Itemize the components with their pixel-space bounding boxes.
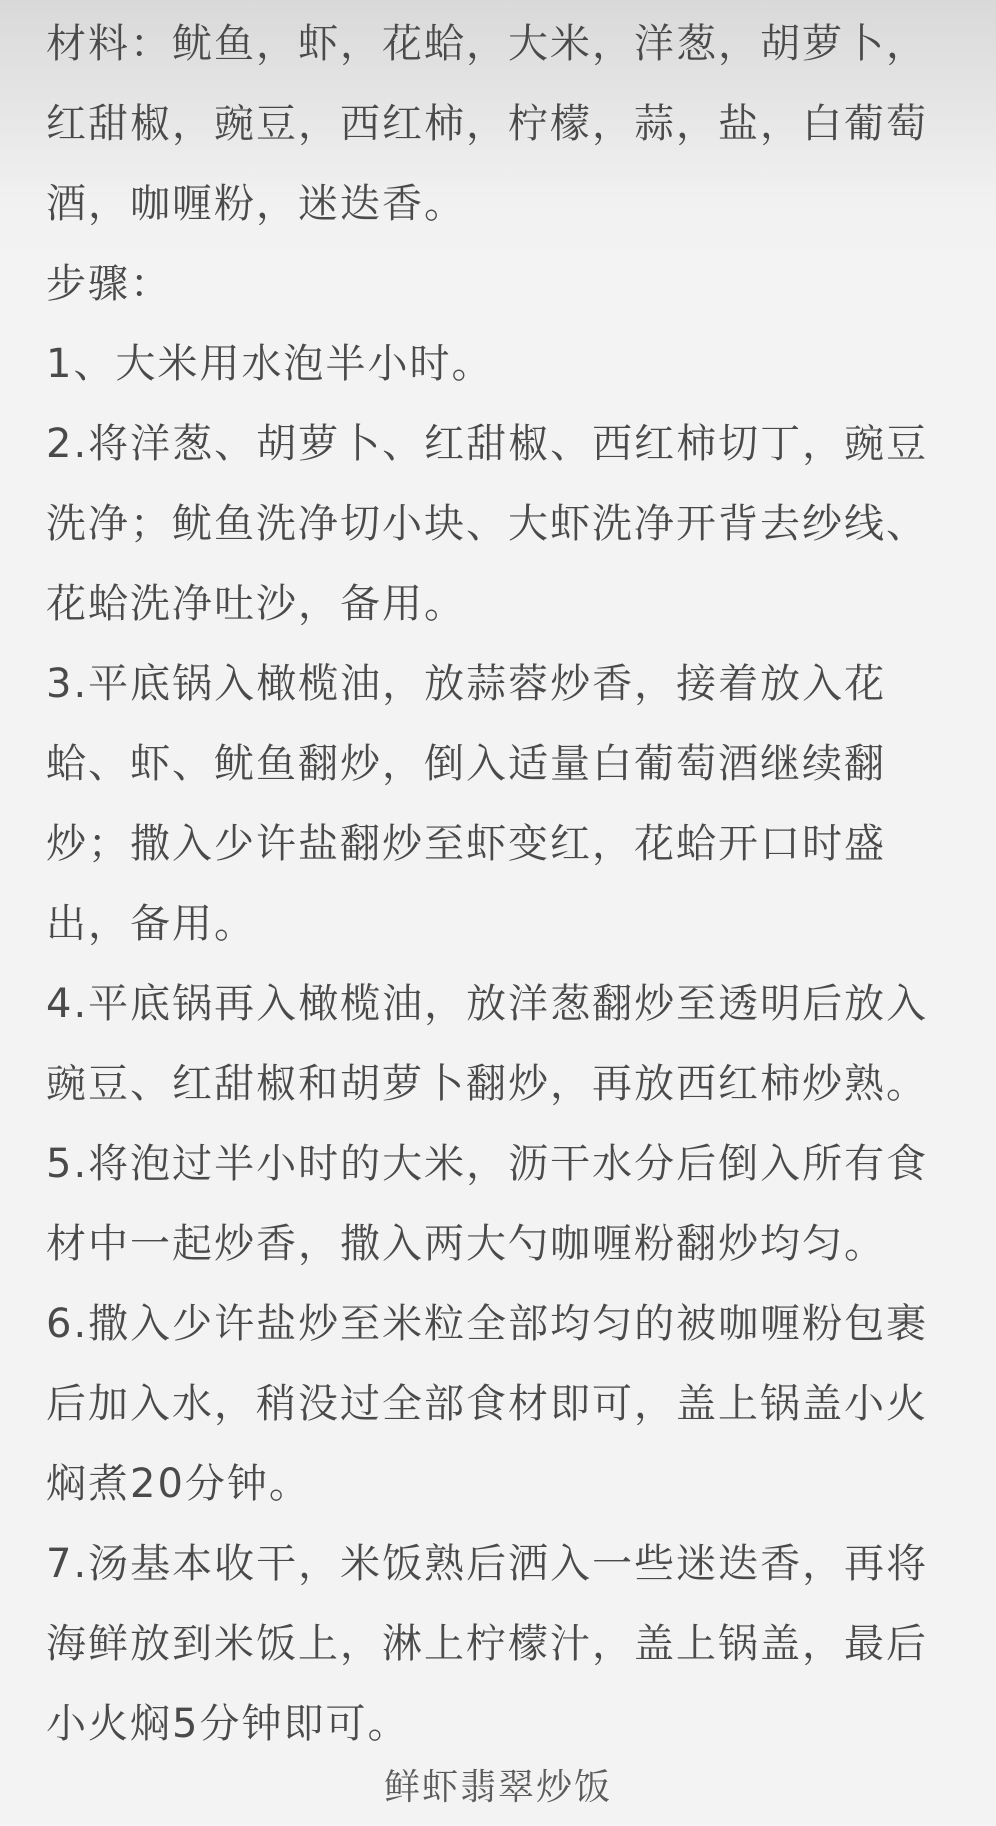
step-2: 2.将洋葱、胡萝卜、红甜椒、西红柿切丁，豌豆洗净；鱿鱼洗净切小块、大虾洗净开背去纱线、花蛤洗净吐沙，备用。 <box>46 421 929 627</box>
step-6: 6.撒入少许盐炒至米粒全部均匀的被咖喱粉包裹后加入水，稍没过全部食材即可，盖上锅盖小火焖煮20分钟。 <box>46 1301 929 1507</box>
recipe-text <box>46 4 956 1764</box>
steps-heading: 步骤： <box>46 261 172 307</box>
dish-caption: 鲜虾翡翠炒饭 <box>383 1767 612 1808</box>
ingredients-paragraph: 材料：鱿鱼，虾，花蛤，大米，洋葱，胡萝卜，红甜椒，豌豆，西红柿，柠檬，蒜，盐，白葡萄酒，咖喱粉，迷迭香。 <box>46 21 928 227</box>
step-3: 3.平底锅入橄榄油，放蒜蓉炒香，接着放入花蛤、虾、鱿鱼翻炒，倒入适量白葡萄酒继续翻炒；撒入少许盐翻炒至虾变红，花蛤开口时盛出，备用。 <box>46 661 887 947</box>
step-1: 1、大米用水泡半小时。 <box>46 341 494 387</box>
step-4: 4.平底锅再入橄榄油，放洋葱翻炒至透明后放入豌豆、红甜椒和胡萝卜翻炒，再放西红柿炒熟。 <box>46 981 929 1107</box>
step-5: 5.将泡过半小时的大米，沥干水分后倒入所有食材中一起炒香，撒入两大勺咖喱粉翻炒均匀。 <box>46 1141 929 1267</box>
step-7: 7.汤基本收干，米饭熟后洒入一些迷迭香，再将海鲜放到米饭上，淋上柠檬汁，盖上锅盖，最后小火焖5分钟即可。 <box>46 1541 929 1747</box>
